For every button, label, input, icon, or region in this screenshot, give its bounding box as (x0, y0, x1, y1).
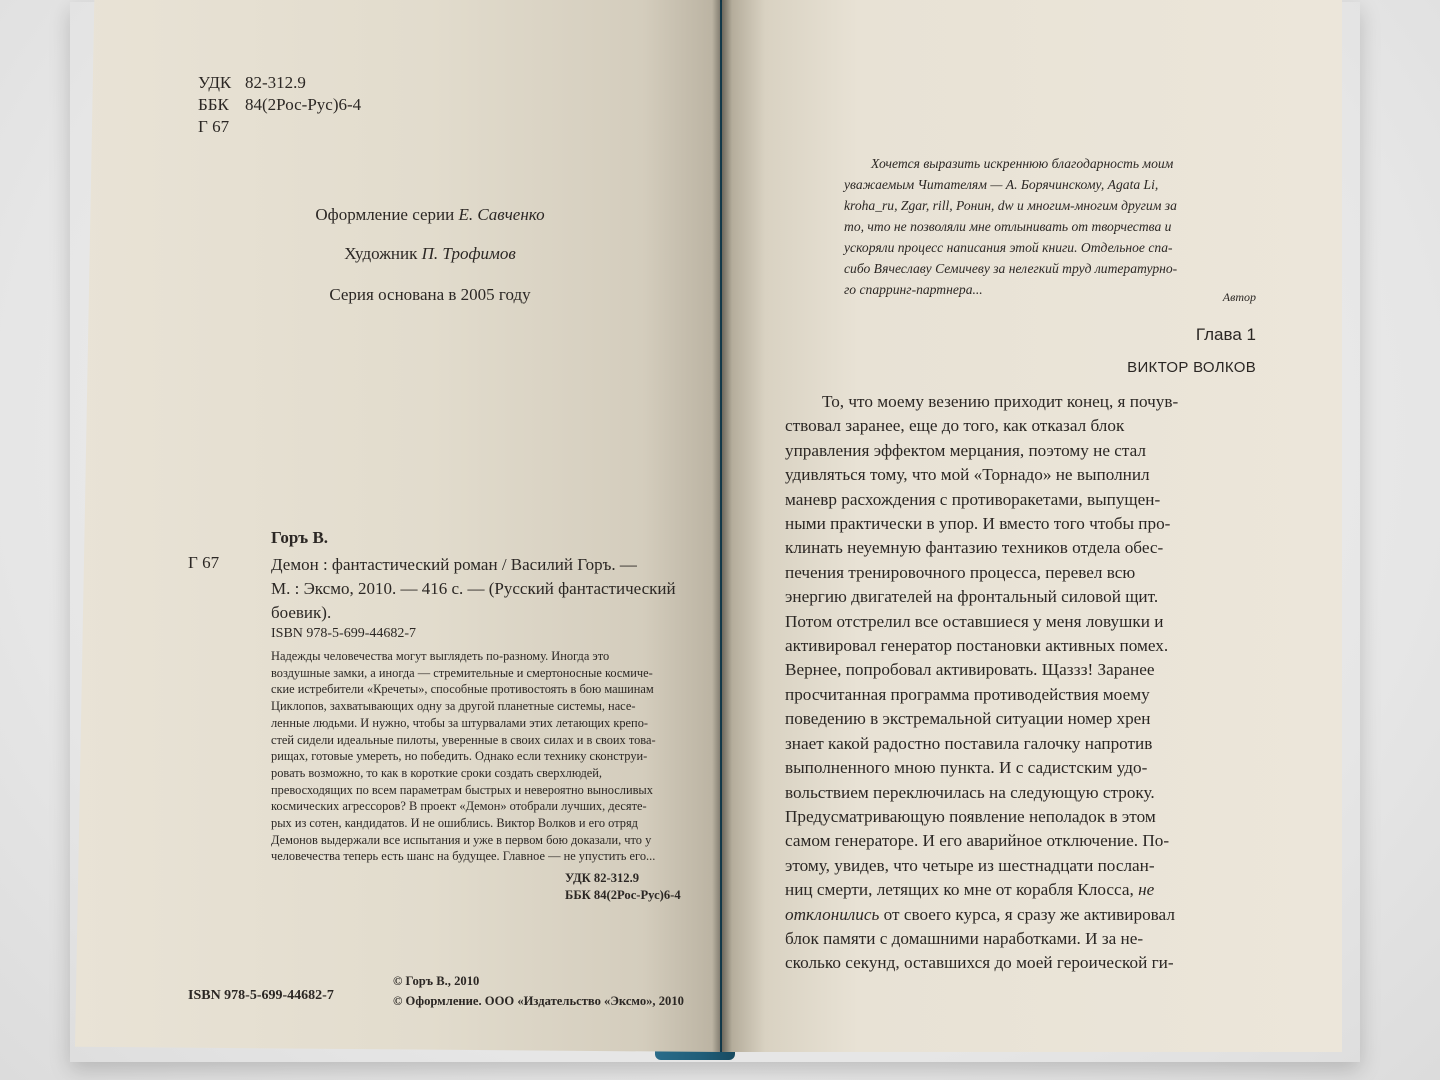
acknowledgement-line: ускоряли процесс написания этой книги. Отдельное спа- (844, 240, 1173, 255)
bibliography-line: боевик). (271, 603, 332, 622)
annotation-line: ленные людьми. И нужно, чтобы за штурвалами этих летающих крепо- (271, 715, 649, 730)
acknowledgement-line: Хочется выразить искреннюю благодарность моим (871, 156, 1174, 171)
artist-credit (230, 244, 630, 264)
body-line: самом генераторе. И его аварийное отключение. По- (785, 831, 1170, 851)
annotation-line: Циклопов, захватывающих одну за другой планетные системы, насе- (271, 699, 636, 714)
body-line: знает какой радостно поставила галочку напротив (785, 733, 1153, 753)
acknowledgement-line: уважаемым Читателям — А. Борячинскому, Agata Li, (844, 177, 1159, 192)
copyright-design: © Оформление. ООО «Издательство «Эксмо», 2010 (393, 994, 684, 1008)
body-italic-word: не (1133, 880, 1155, 900)
index-code: Г 67 (188, 553, 220, 572)
annotation (271, 648, 691, 865)
bibliography-line: Демон : фантастический роман / Василий Горъ. — (271, 555, 637, 574)
acknowledgement-line: го спарринг-партнера... (844, 282, 983, 297)
body-line: энергию двигателей на фронтальный силовой щит. (785, 587, 1159, 607)
author-heading: Горъ В. (271, 528, 329, 547)
body-line: Вернее, попробовал активировать. Щаззз! Заранее (785, 660, 1155, 680)
body-line: печения тренировочного процесса, перевел всю (785, 562, 1136, 582)
credit-name: П. Трофимов (421, 244, 516, 263)
body-line-text: ниц смерти, летящих ко мне от корабля Клосса, (785, 880, 1134, 900)
catalog-row (198, 94, 361, 116)
chapter-subtitle: ВИКТОР ВОЛКОВ (1127, 359, 1256, 376)
body-line: блок памяти с домашними наработками. И за не- (785, 928, 1144, 948)
body-italic-word: отклонились (785, 904, 880, 924)
annotation-line: рищах, готовые умереть, но победить. Однако если технику сконструи- (271, 749, 648, 764)
annotation-line: стей сидели идеальные пилоты, уверенные в своих силах и в своих това- (271, 732, 656, 747)
body-line: То, что моему везению приходит конец, я почув- (822, 392, 1179, 411)
copyright-author: © Горъ В., 2010 (393, 974, 480, 988)
series-design-credit (230, 205, 630, 225)
catalog-value: 82-312.9 (245, 73, 306, 92)
body-line: сколько секунд, оставшихся до моей героической ги- (785, 953, 1174, 973)
body-line: маневр расхождения с противоракетами, выпущен- (785, 489, 1161, 509)
catalog-value: 84(2Рос-Рус)6-4 (245, 95, 362, 114)
body-line: Потом отстрелил все оставшиеся у меня ловушки и (785, 611, 1164, 631)
body-line: управления эффектом мерцания, поэтому не стал (785, 440, 1146, 460)
catalog-codes-bottom (565, 870, 681, 904)
body-line: отклонились от своего курса, я сразу же активировал (785, 904, 1175, 924)
bbk-code: ББК 84(2Рос-Рус)6-4 (565, 888, 681, 902)
bibliographic-record (271, 553, 691, 625)
body-line: ствовал заранее, еще до того, как отказал блок (785, 416, 1125, 436)
annotation-line: ровать возможно, то как в короткие сроки создать сверхлюдей, (271, 765, 602, 780)
author-signature: Автор (1222, 290, 1256, 304)
catalog-key: Г 67 (198, 117, 230, 136)
body-line: просчитанная программа противодействия моему (785, 684, 1150, 704)
annotation-line: космических агрессоров? В проект «Демон» отобрали лучших, десяте- (271, 799, 647, 814)
catalog-key: УДК (198, 73, 232, 92)
acknowledgement (844, 153, 1256, 300)
body-line (785, 878, 1255, 902)
annotation-line: ские истребители «Кречеты», способные противостоять в бою машинам (271, 682, 654, 697)
annotation-line: Демонов выдержали все испытания и уже в первом бою доказали, что у (271, 832, 652, 847)
catalog-row (198, 72, 361, 94)
body-line: поведению в экстремальной ситуации номер хрен (785, 709, 1151, 729)
isbn-record: ISBN 978-5-699-44682-7 (271, 626, 417, 641)
bibliography-line: М. : Эксмо, 2010. — 416 с. — (Русский фантастический (271, 579, 676, 598)
catalog-key: ББК (198, 95, 229, 114)
udk-code: УДК 82-312.9 (565, 871, 640, 885)
body-line: удивляться тому, что мой «Торнадо» не выполнил (785, 465, 1150, 485)
credit-name: Е. Савченко (458, 205, 545, 224)
body-line: активировал генератор постановки активных помех. (785, 636, 1169, 656)
annotation-line: Надежды человечества могут выглядеть по-разному. Иногда это (271, 649, 610, 663)
credit-label: Оформление серии (315, 205, 459, 224)
acknowledgement-line: kroha_ru, Zgar, rill, Ронин, dw и многим-многим другим за (844, 198, 1177, 213)
annotation-line: человечества теперь есть шанс на будущее. Главное — не упустить его... (271, 849, 656, 864)
isbn-bottom: ISBN 978-5-699-44682-7 (188, 988, 334, 1003)
annotation-line: рых из сотен, кандидатов. И не ошиблись. Виктор Волков и его отряд (271, 816, 638, 831)
catalog-row (198, 116, 361, 138)
copyright-block (393, 971, 684, 1011)
acknowledgement-line: сибо Вячеславу Семичеву за нелегкий труд литературно- (844, 261, 1178, 276)
acknowledgement-line: то, что не позволяли мне отлынивать от творчества и (844, 219, 1172, 234)
body-line: ными практически в упор. И вместо того чтобы про- (785, 514, 1171, 534)
chapter-title: Глава 1 (1195, 325, 1256, 344)
catalog-codes (198, 72, 361, 138)
credit-label: Художник (344, 244, 422, 263)
body-line: этому, увидев, что четыре из шестнадцати послан- (785, 855, 1155, 875)
body-line: Предусматривающую появление неполадок в этом (785, 806, 1156, 826)
body-line: клинать неуемную фантазию техников отдела обес- (785, 538, 1164, 558)
book-gutter (712, 0, 732, 1052)
body-line: выполненного мною пункта. И с садистским удо- (785, 758, 1148, 778)
annotation-line: воздушные замки, а иногда — стремительные и смертоносные космиче- (271, 665, 653, 680)
annotation-line: превосходящих по всем параметрам быстрых и невероятно выносливых (271, 782, 653, 797)
chapter-body (785, 390, 1255, 976)
series-founded: Серия основана в 2005 году (329, 285, 531, 304)
body-line: вольствием переключилась на следующую строку. (785, 782, 1155, 802)
